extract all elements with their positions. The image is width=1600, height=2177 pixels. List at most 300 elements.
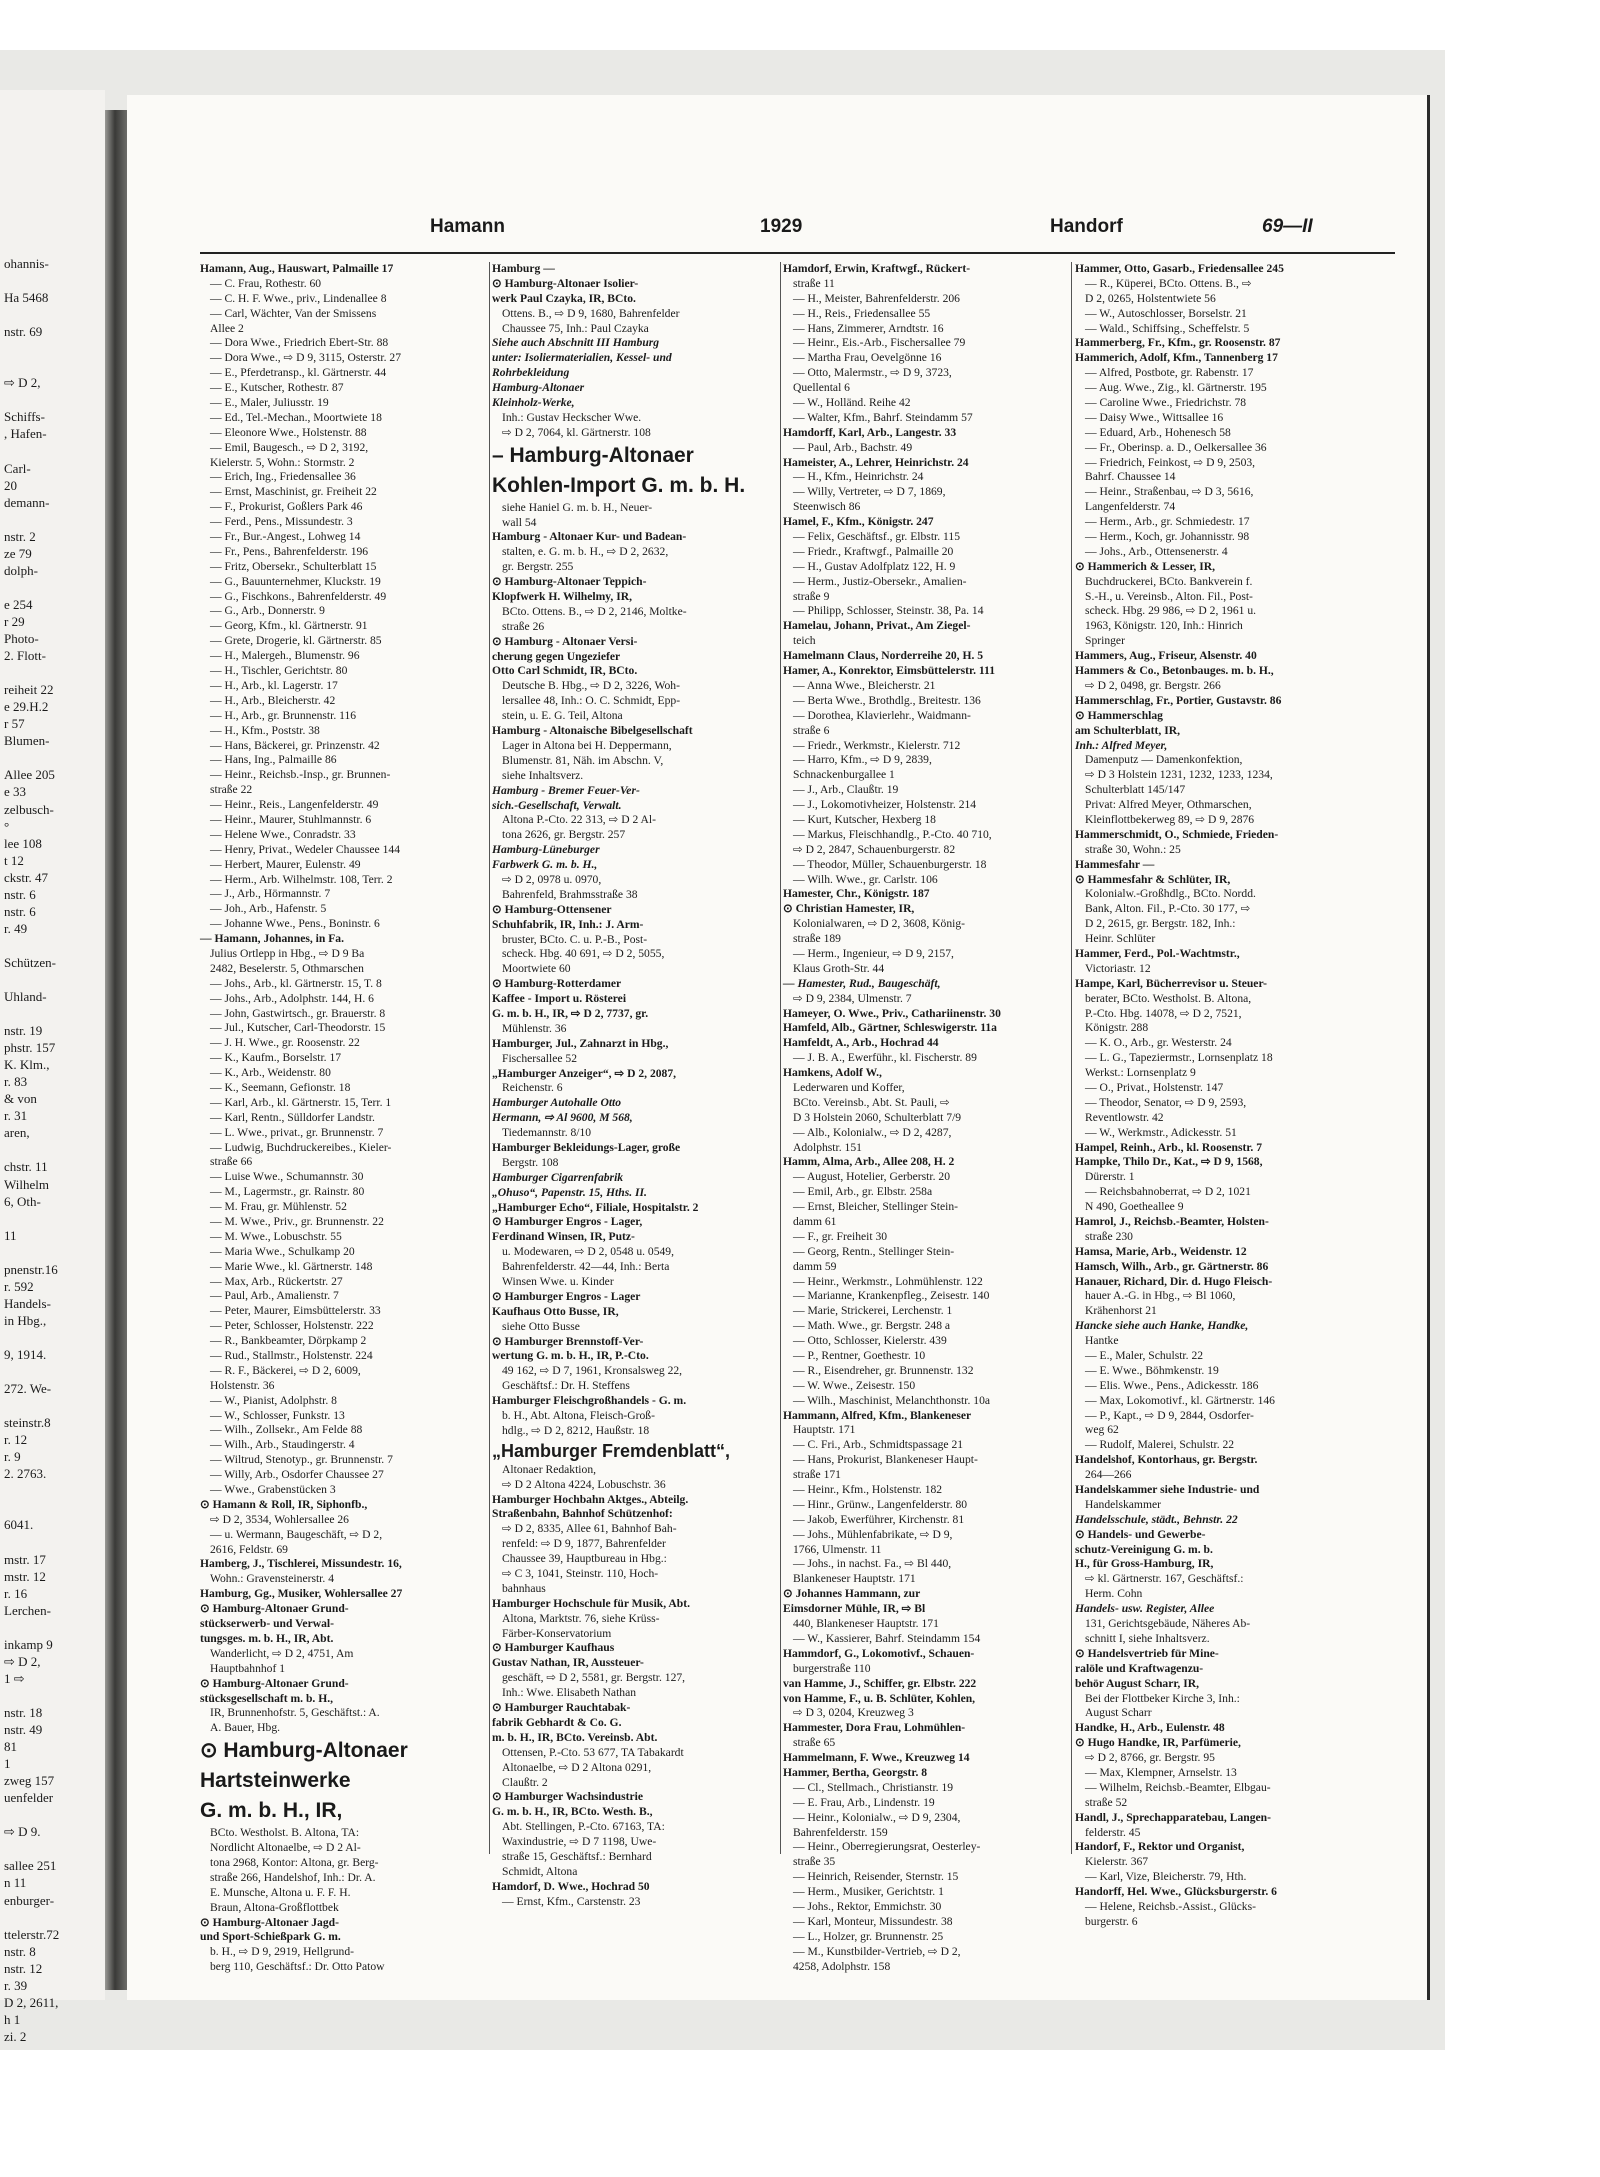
directory-entry-line: — Georg, Kfm., kl. Gärtnerstr. 91 xyxy=(210,619,368,633)
directory-entry-line: — R., Eisendreher, gr. Brunnenstr. 132 xyxy=(793,1363,974,1377)
directory-entry-line: van Hamme, J., Schiffer, gr. Elbstr. 222 xyxy=(783,1676,977,1690)
directory-entry-line: — E. Wwe., Böhmkenstr. 19 xyxy=(1085,1363,1219,1377)
fragment-line xyxy=(4,1840,104,1857)
directory-entry-line: ⇨ D 2, 7064, kl. Gärtnerstr. 108 xyxy=(502,425,651,439)
directory-entry-line: — G., Bauunternehmer, Kluckstr. 19 xyxy=(210,574,381,588)
directory-entry-line: — M. Wwe., Lobuschstr. 55 xyxy=(210,1229,342,1243)
directory-entry-line: — G., Fischkons., Bahrenfelderstr. 49 xyxy=(210,589,387,603)
directory-entry-line: cherung gegen Ungeziefer xyxy=(492,649,621,663)
directory-entry-line: Buchdruckerei, BCto. Bankverein f. xyxy=(1085,574,1253,588)
directory-entry-line: — Ernst, Maschinist, gr. Freiheit 22 xyxy=(210,485,377,499)
fragment-line: nstr. 19 xyxy=(4,1023,43,1039)
directory-entry-line: Klaus Groth-Str. 44 xyxy=(793,961,885,975)
fragment-line: Allee 205 xyxy=(4,767,55,783)
directory-entry-line: — Hinr., Grünw., Langenfelderstr. 80 xyxy=(793,1497,968,1511)
directory-entry-line: Hammelmann, F. Wwe., Kreuzweg 14 xyxy=(783,1751,970,1765)
directory-entry-line: Hancke siehe auch Hanke, Handke, xyxy=(1075,1319,1249,1333)
directory-entry-line: von Hamme, F., u. B. Schlüter, Kohlen, xyxy=(783,1691,976,1705)
directory-entry-line: felderstr. 45 xyxy=(1085,1825,1141,1839)
directory-entry-line: — Heinr., Kolonialw., ⇨ D 9, 2304, xyxy=(793,1810,961,1824)
directory-entry-line: — John, Gastwirtsch., gr. Brauerstr. 8 xyxy=(210,1006,386,1020)
directory-entry-line: — Hans, Ing., Palmaille 86 xyxy=(210,753,337,767)
directory-entry-line: — Fr., Pens., Bahrenfelderstr. 196 xyxy=(210,544,369,558)
directory-entry-line: Herm. Cohn xyxy=(1085,1587,1143,1601)
fragment-line: pnenstr.16 xyxy=(4,1261,58,1277)
directory-entry-line: E. Munsche, Altona u. F. F. H. xyxy=(210,1885,351,1899)
directory-entry-line: — Friedr., Kraftwgf., Palmaille 20 xyxy=(793,544,954,558)
directory-entry-line: — H., Arb., Bleicherstr. 42 xyxy=(210,693,336,707)
fragment-line xyxy=(4,1141,104,1158)
directory-entry-line: Kleinflottbekerweg 89, ⇨ D 9, 2876 xyxy=(1085,812,1255,826)
directory-entry-line: „Ohuso“, Papenstr. 15, Hths. II. xyxy=(492,1185,647,1199)
directory-entry-line: — Harro, Kfm., ⇨ D 9, 2839, xyxy=(793,753,932,767)
header-year: 1929 xyxy=(760,216,803,237)
directory-entry-line: b. H., ⇨ D 9, 2919, Hellgrund- xyxy=(210,1945,354,1959)
fragment-line: nstr. 49 xyxy=(4,1722,43,1738)
directory-entry-line: Hampe, Karl, Bücherrevisor u. Steuer- xyxy=(1075,976,1268,990)
directory-entry-line: Handelsschule, städt., Behnstr. 22 xyxy=(1075,1512,1238,1526)
directory-entry-line: ⊙ Hammerschlag xyxy=(1075,708,1163,722)
directory-entry-line: ⊙ Hammerich & Lesser, IR, xyxy=(1075,559,1216,573)
directory-entry-line: — Theodor, Senator, ⇨ D 9, 2593, xyxy=(1085,1095,1247,1109)
directory-entry-line: straße 65 xyxy=(793,1736,836,1750)
directory-entry-line: — J., Arb., Claußtr. 19 xyxy=(793,783,899,797)
directory-entry-line: Handl, J., Sprechapparatebau, Langen- xyxy=(1075,1810,1271,1824)
directory-entry-line: 2616, Feldstr. 69 xyxy=(210,1542,288,1556)
directory-entry-line: G. m. b. H., IR, xyxy=(200,1799,343,1823)
directory-entry-line: — Peter, Maurer, Eimsbüttelerstr. 33 xyxy=(210,1304,381,1318)
fragment-line: r. 12 xyxy=(4,1432,28,1448)
directory-entry-line: — Emil, Arb., gr. Elbstr. 258a xyxy=(793,1185,933,1199)
directory-entry-line: Hammer, Otto, Gasarb., Friedensallee 245 xyxy=(1075,262,1284,275)
fragment-line: phstr. 157 xyxy=(4,1040,56,1056)
directory-entry-line: — Anna Wwe., Bleicherstr. 21 xyxy=(793,678,936,692)
directory-entry-line: Handelshof, Kontorhaus, gr. Bergstr. xyxy=(1075,1453,1258,1467)
directory-entry-line: ⊙ Hamburg - Altonaer Versi- xyxy=(492,634,638,648)
directory-entry-line: — Caroline Wwe., Friedrichstr. 78 xyxy=(1085,396,1247,410)
directory-entry-line: — Wiltrud, Stenotyp., gr. Brunnenstr. 7 xyxy=(210,1453,393,1467)
directory-entry-line: Bahrenfelderstr. 42—44, Inh.: Berta xyxy=(502,1260,670,1274)
directory-entry-line: — Herm., Koch, gr. Johannisstr. 98 xyxy=(1085,530,1250,544)
directory-entry-line: Dürerstr. 1 xyxy=(1085,1170,1135,1184)
directory-entry-line: Altonaelbe, ⇨ D 2 Altona 0291, xyxy=(502,1760,652,1774)
fragment-line: Lerchen- xyxy=(4,1602,51,1618)
directory-entry-line: — Rud., Stallmstr., Holstenstr. 224 xyxy=(210,1349,373,1363)
fragment-line xyxy=(4,1909,104,1926)
directory-entry-line: Handelskammer xyxy=(1085,1497,1161,1511)
fragment-line xyxy=(4,749,104,766)
directory-entry-line: 1766, Ulmenstr. 11 xyxy=(793,1542,882,1556)
directory-entry-line: Hammester, Dora Frau, Lohmühlen- xyxy=(783,1721,966,1735)
fragment-line: r 57 xyxy=(4,716,25,732)
directory-entry-line: Altonaer Redaktion, xyxy=(502,1462,597,1476)
directory-entry-line: Kaufhaus Otto Busse, IR, xyxy=(492,1304,619,1318)
directory-entry-line: G. m. b. H., IR, ⇨ D 2, 7737, gr. xyxy=(492,1006,649,1020)
directory-entry-line: Hermann, ⇨ Al 9600, M 568, xyxy=(492,1111,633,1125)
directory-entry-line: — Hamester, Rud., Baugeschäft, xyxy=(783,976,941,990)
fragment-line: chstr. 11 xyxy=(4,1159,48,1175)
directory-entry-line: ⇨ C 3, 1041, Steinstr. 110, Hoch- xyxy=(502,1567,659,1581)
directory-entry-line: ⇨ D 2, 2847, Schauenburgerstr. 82 xyxy=(793,842,956,856)
fragment-line: nstr. 69 xyxy=(4,324,43,340)
directory-entry-line: Kaffee - Import u. Rösterei xyxy=(492,992,627,1006)
directory-entry-line: Hammer, Ferd., Pol.-Wachtmstr., xyxy=(1075,946,1240,960)
directory-entry-line: burgerstr. 6 xyxy=(1085,1914,1138,1928)
directory-entry-line: — Wilh. Wwe., gr. Carlstr. 106 xyxy=(793,872,938,886)
directory-entry-line: ⊙ Hamburger Kaufhaus xyxy=(492,1641,615,1655)
directory-entry-line: Hartsteinwerke xyxy=(200,1769,351,1793)
fragment-line: nstr. 2 xyxy=(4,528,36,544)
fragment-line: h 1 xyxy=(4,2011,21,2027)
directory-entry-line: S.-H., u. Vereinsb., Alton. Fil., Post- xyxy=(1085,589,1253,603)
directory-entry-line: ⊙ Johannes Hammann, zur xyxy=(783,1587,921,1601)
directory-entry-line: Kielerstr. 5, Wohn.: Stormstr. 2 xyxy=(210,455,355,469)
fragment-line: Photo- xyxy=(4,631,39,647)
directory-entry-line: — Dorothea, Klavierlehr., Waidmann- xyxy=(793,708,971,722)
directory-entry-line: Hantke xyxy=(1085,1334,1119,1348)
directory-entry-line: stalten, e. G. m. b. H., ⇨ D 2, 2632, xyxy=(502,545,669,559)
fragment-line: Carl- xyxy=(4,460,31,476)
directory-entry-line: D 3 Holstein 2060, Schulterblatt 7/9 xyxy=(793,1110,962,1124)
directory-entry-line: berg 110, Geschäftsf.: Dr. Otto Patow xyxy=(210,1960,385,1974)
directory-entry-line: hauer A.-G. in Hbg., ⇨ Bl 1060, xyxy=(1085,1289,1236,1303)
directory-entry-line: — Hans, Zimmerer, Arndtstr. 16 xyxy=(793,321,944,335)
directory-entry-line: Farbwerk G. m. b. H., xyxy=(492,858,598,872)
directory-entry-line: — W., Holländ. Reihe 42 xyxy=(793,396,911,410)
directory-entry-line: — Henry, Privat., Wedeler Chaussee 144 xyxy=(210,842,400,856)
directory-entry-line: — M. Wwe., Priv., gr. Brunnenstr. 22 xyxy=(210,1215,384,1228)
directory-entry-line: — Karl, Monteur, Missundestr. 38 xyxy=(793,1914,953,1928)
fragment-line: , Hafen- xyxy=(4,426,47,442)
directory-entry-line: — H., Gustav Adolfplatz 122, H. 9 xyxy=(793,559,956,573)
directory-entry-line: ⇨ D 3 Holstein 1231, 1232, 1233, 1234, xyxy=(1085,768,1273,782)
directory-entry-line: — Aug. Wwe., Zig., kl. Gärtnerstr. 195 xyxy=(1085,381,1267,395)
directory-entry-line: — Otto, Schlosser, Kielerstr. 439 xyxy=(793,1334,947,1348)
directory-entry-line: schutz-Vereinigung G. m. b. xyxy=(1075,1542,1213,1556)
directory-entry-line: — K. O., Arb., gr. Westerstr. 24 xyxy=(1085,1036,1232,1050)
directory-entry-line: Kohlen-Import G. m. b. H. xyxy=(492,473,746,497)
directory-entry-line: und Sport-Schießpark G. m. xyxy=(200,1930,341,1944)
directory-entry-line: — Herm., Justiz-Obersekr., Amalien- xyxy=(793,574,967,588)
fragment-line: steinstr.8 xyxy=(4,1415,51,1431)
directory-entry-line: — M. Frau, gr. Mühlenstr. 52 xyxy=(210,1200,347,1214)
directory-entry-line: — Johs., Arb., Ottensenerstr. 4 xyxy=(1085,544,1228,558)
directory-entry-line: — Peter, Schlosser, Holstenstr. 222 xyxy=(210,1319,374,1333)
directory-entry-line: Wohn.: Gravensteinerstr. 4 xyxy=(210,1572,334,1586)
directory-entry-line: Deutsche B. Hbg., ⇨ D 2, 3226, Woh- xyxy=(502,679,680,693)
directory-entry-line: ⊙ Handelsvertrieb für Mine- xyxy=(1075,1646,1219,1660)
fragment-line xyxy=(4,579,104,596)
directory-entry-line: Hanauer, Richard, Dir. d. Hugo Fleisch- xyxy=(1075,1274,1273,1288)
directory-entry-line: Hamelau, Johann, Privat., Am Ziegel- xyxy=(783,619,971,633)
directory-entry-line: — Alfred, Postbote, gr. Rabenstr. 17 xyxy=(1085,366,1254,380)
directory-entry-line: Hamdorf, Erwin, Kraftwgf., Rückert- xyxy=(783,262,971,275)
directory-entry-line: BCto. Ottens. B., ⇨ D 2, 2146, Moltke- xyxy=(502,604,687,618)
directory-entry-line: Kielerstr. 367 xyxy=(1085,1855,1149,1869)
directory-entry-line: — F., gr. Freiheit 30 xyxy=(793,1229,888,1243)
directory-entry-line: Hamburg - Altonaische Bibelgesellschaft xyxy=(492,724,693,738)
directory-entry-line: — Willy, Vertreter, ⇨ D 7, 1869, xyxy=(793,485,946,499)
directory-entry-line: A. Bauer, Hbg. xyxy=(210,1721,281,1735)
fragment-line: 6, Oth- xyxy=(4,1193,41,1209)
directory-entry-line: Kolonialw.-Großhdlg., BCto. Nordd. xyxy=(1085,887,1256,901)
directory-entry-line: ralöle und Kraftwagenzu- xyxy=(1075,1661,1204,1675)
fragment-line: Wilhelm xyxy=(4,1176,49,1192)
directory-entry-line: Hampke, Thilo Dr., Kat., ⇨ D 9, 1568, xyxy=(1075,1155,1263,1169)
directory-entry-line: Quellental 6 xyxy=(793,381,850,395)
directory-entry-line: Hamburger, Jul., Zahnarzt in Hbg., xyxy=(492,1036,669,1050)
directory-entry-line: Bahrf. Chaussee 14 xyxy=(1085,470,1176,484)
directory-entry-line: — E., Pferdetransp., kl. Gärtnerstr. 44 xyxy=(210,366,387,380)
directory-entry-line: — Markus, Fleischhandlg., P.-Cto. 40 710, xyxy=(793,827,992,841)
directory-entry-line: Hameyer, O. Wwe., Priv., Cathariinenstr. 30 xyxy=(783,1006,1001,1020)
directory-entry-line: straße 26 xyxy=(502,619,545,633)
directory-entry-line: Altona, Marktstr. 76, siehe Krüss- xyxy=(502,1611,660,1625)
fragment-line: r. 16 xyxy=(4,1585,28,1601)
directory-entry-line: wertung G. m. b. H., IR, P.-Cto. xyxy=(492,1349,649,1363)
header-rule xyxy=(200,252,1395,254)
fragment-line: r 29 xyxy=(4,613,25,629)
directory-entry-line: Klopfwerk H. Wilhelmy, IR, xyxy=(492,590,632,604)
directory-entry-line: straße 35 xyxy=(793,1855,836,1869)
fragment-line: nstr. 18 xyxy=(4,1704,43,1720)
directory-entry-line: Handorff, Hel. Wwe., Glücksburgerstr. 6 xyxy=(1075,1885,1277,1899)
fragment-line xyxy=(4,272,104,289)
directory-entry-line: lersallee 48, Inh.: O. C. Schmidt, Epp- xyxy=(502,694,681,708)
directory-entry-line: schnitt I, siehe Inhaltsverz. xyxy=(1085,1631,1210,1645)
directory-entry-line: ⊙ Hamburger Engros - Lager, xyxy=(492,1215,643,1229)
directory-entry-line: Hauptstr. 171 xyxy=(793,1423,856,1437)
directory-entry-line: 4258, Adolphstr. 158 xyxy=(793,1959,891,1973)
directory-entry-line: — O., Privat., Holstenstr. 147 xyxy=(1085,1080,1224,1094)
directory-entry-line: ⊙ Hamburg-Ottensener xyxy=(492,902,612,916)
directory-entry-line: Hamburger Cigarrenfabrik xyxy=(492,1170,624,1184)
directory-entry-line: Krähenhorst 21 xyxy=(1085,1304,1157,1318)
fragment-line xyxy=(4,511,104,528)
fragment-line: r. 49 xyxy=(4,920,28,936)
directory-entry-line: burgerstraße 110 xyxy=(793,1661,871,1675)
directory-entry-line: Hammers & Co., Betonbauges. m. b. H., xyxy=(1075,664,1274,678)
left-page-fragments xyxy=(4,255,104,2045)
directory-entry-line: D 2, 2615, gr. Bergstr. 182, Inh.: xyxy=(1085,917,1236,931)
directory-entry-line: bahnhaus xyxy=(502,1581,546,1595)
directory-entry-line: Schnackenburgallee 1 xyxy=(793,768,895,782)
directory-entry-line: — Felix, Geschäftsf., gr. Elbstr. 115 xyxy=(793,530,961,544)
directory-entry-line: Handels- usw. Register, Allee xyxy=(1075,1602,1215,1616)
directory-entry-line: — Heinr., Maurer, Stuhlmannstr. 6 xyxy=(210,812,372,826)
directory-entry-line: ⊙ Christian Hamester, IR, xyxy=(783,902,915,916)
directory-entry-line: — Jul., Kutscher, Carl-Theodorstr. 15 xyxy=(210,1021,386,1035)
directory-entry-line: Springer xyxy=(1085,634,1125,648)
directory-entry-line: — Reichsbahnoberrat, ⇨ D 2, 1021 xyxy=(1085,1185,1251,1199)
directory-entry-line: — Helene Wwe., Conradstr. 33 xyxy=(210,827,356,841)
directory-entry-line: — L., Holzer, gr. Brunnenstr. 25 xyxy=(793,1929,944,1943)
directory-entry-line: ⇨ kl. Gärtnerstr. 167, Geschäftsf.: xyxy=(1085,1572,1244,1586)
fragment-line: K. Klm., xyxy=(4,1057,50,1073)
directory-entry-line: Eimsdorner Mühle, IR, ⇨ Bl xyxy=(783,1602,926,1616)
directory-entry-line: — E., Kutscher, Rothestr. 87 xyxy=(210,381,344,395)
directory-entry-line: Steenwisch 86 xyxy=(793,500,861,514)
directory-entry-line: Schuhfabrik, IR, Inh.: J. Arm- xyxy=(492,917,644,931)
fragment-line: Ha 5468 xyxy=(4,290,49,306)
directory-entry-line: — Joh., Arb., Hafenstr. 5 xyxy=(210,902,327,916)
directory-entry-line: Schmidt, Altona xyxy=(502,1864,578,1878)
directory-entry-line: Hammann, Alfred, Kfm., Blankeneser xyxy=(783,1408,972,1422)
directory-entry-line: m. b. H., IR, BCto. Vereinsb. Abt. xyxy=(492,1730,658,1744)
column-divider xyxy=(489,262,490,1854)
directory-entry-line: — L. G., Tapeziermstr., Lornsenplatz 18 xyxy=(1085,1051,1273,1065)
directory-entry-line: — Johanne Wwe., Pens., Boninstr. 6 xyxy=(210,917,380,931)
directory-entry-line: Altona P.-Cto. 22 313, ⇨ D 2 Al- xyxy=(502,813,656,827)
fragment-line: n 11 xyxy=(4,1875,27,1891)
directory-entry-line: Ferdinand Winsen, IR, Putz- xyxy=(492,1230,635,1244)
directory-entry-line: Ottensen, P.-Cto. 53 677, TA Tabakardt xyxy=(502,1745,684,1759)
directory-entry-line: ⊙ Hamann & Roll, IR, Siphonfb., xyxy=(200,1497,368,1511)
directory-entry-line: Hamrol, J., Reichsb.-Beamter, Holsten- xyxy=(1075,1215,1269,1228)
directory-entry-line: Langenfelderstr. 74 xyxy=(1085,500,1176,514)
fragment-line: uenfelder xyxy=(4,1790,54,1806)
fragment-line: t 12 xyxy=(4,852,24,868)
directory-entry-line: Werkst.: Lornsenplatz 9 xyxy=(1085,1066,1196,1080)
directory-entry-line: — Ernst, Kfm., Carstenstr. 23 xyxy=(502,1894,641,1908)
directory-entry-line: Siehe auch Abschnitt III Hamburg xyxy=(492,336,660,350)
directory-entry-line: ⊙ Handels- und Gewerbe- xyxy=(1075,1527,1206,1541)
directory-entry-line: — W., Werkmstr., Adickesstr. 51 xyxy=(1085,1125,1237,1139)
directory-entry-line: siehe Otto Busse xyxy=(502,1319,580,1333)
directory-entry-line: ⇨ D 2 Altona 4224, Lobuschstr. 36 xyxy=(502,1477,666,1491)
directory-entry-line: Hamburg, Gg., Musiker, Wohlersallee 27 xyxy=(200,1587,403,1601)
directory-entry-line: — G., Arb., Donnerstr. 9 xyxy=(210,604,325,618)
directory-entry-line: August Scharr xyxy=(1085,1706,1152,1720)
directory-entry-line: — E., Maler, Juliusstr. 19 xyxy=(210,396,329,410)
directory-entry-line: Hauptbahnhof 1 xyxy=(210,1661,286,1675)
fragment-line: e 29.H.2 xyxy=(4,699,49,715)
directory-entry-line: Hamann, Aug., Hauswart, Palmaille 17 xyxy=(200,262,394,275)
directory-entry-line: 2482, Beselerstr. 5, Othmarschen xyxy=(210,961,364,975)
fragment-line: lee 108 xyxy=(4,835,42,851)
directory-entry-line: ⇨ D 3, 0204, Kreuzweg 3 xyxy=(793,1706,914,1720)
directory-entry-line: — Heinr., Reis., Langenfelderstr. 49 xyxy=(210,798,379,812)
directory-entry-line: — Friedr., Werkmstr., Kielerstr. 712 xyxy=(793,738,961,752)
directory-entry-line: Hamsch, Wilh., Arb., gr. Gärtnerstr. 86 xyxy=(1075,1259,1269,1273)
directory-entry-line: — J. B. A., Ewerführ., kl. Fischerstr. 89 xyxy=(793,1051,977,1065)
directory-entry-line: — M., Lagermstr., gr. Rainstr. 80 xyxy=(210,1185,365,1199)
fragment-line: ⇨ D 2, xyxy=(4,375,41,391)
directory-entry-line: Reventlowstr. 42 xyxy=(1085,1110,1164,1124)
directory-entry-line: 440, Blankeneser Hauptstr. 171 xyxy=(793,1617,939,1631)
directory-entry-line: ⊙ Hamburger Brennstoff-Ver- xyxy=(492,1334,644,1348)
directory-entry-line: hdlg., ⇨ D 2, 8212, Haußstr. 18 xyxy=(502,1423,650,1437)
directory-entry-line: — Eduard, Arb., Hohenesch 58 xyxy=(1085,425,1231,439)
directory-entry-line: H., für Gross-Hamburg, IR, xyxy=(1075,1557,1214,1571)
directory-entry-line: Lederwaren und Koffer, xyxy=(793,1080,905,1094)
fragment-line xyxy=(4,1397,104,1414)
directory-entry-line: — P., Rentner, Goethestr. 10 xyxy=(793,1349,926,1363)
directory-entry-line: straße 189 xyxy=(793,932,841,946)
directory-entry-line: Straßenbahn, Bahnhof Schützenhof: xyxy=(492,1507,673,1521)
directory-entry-line: — H., Arb., kl. Lagerstr. 17 xyxy=(210,678,338,692)
directory-entry-line: — H., Kfm., Heinrichstr. 24 xyxy=(793,470,924,484)
directory-entry-line: N 490, Goetheallee 9 xyxy=(1085,1200,1184,1214)
directory-entry-line: Bahrenfeld, Brahmsstraße 38 xyxy=(502,887,638,901)
fragment-line: nstr. 12 xyxy=(4,1960,43,1976)
directory-entry-line: straße 171 xyxy=(793,1468,841,1482)
directory-entry-line: — Emil, Baugesch., ⇨ D 2, 3192, xyxy=(210,440,369,454)
directory-entry-line: — Herm., Ingenieur, ⇨ D 9, 2157, xyxy=(793,946,954,960)
directory-entry-line: — E., Maler, Schulstr. 22 xyxy=(1085,1349,1204,1363)
directory-entry-line: Allee 2 xyxy=(210,321,244,335)
directory-entry-line: — Carl, Wächter, Van der Smissens xyxy=(210,306,377,320)
fragment-line: r. 9 xyxy=(4,1449,21,1465)
directory-entry-line: Bergstr. 108 xyxy=(502,1155,559,1169)
fragment-line: r. 592 xyxy=(4,1278,34,1294)
directory-entry-line: ⊙ Hamburg-Altonaer Grund- xyxy=(200,1602,349,1616)
directory-entry-line: Hamburger Hochbahn Aktges., Abteilg. xyxy=(492,1492,689,1506)
directory-entry-line: — Heinr., Werkmstr., Lohmühlenstr. 122 xyxy=(793,1274,983,1288)
fragment-line: nstr. 8 xyxy=(4,1943,36,1959)
directory-entry-line: — H., Kfm., Poststr. 38 xyxy=(210,723,320,737)
directory-entry-line: — Wald., Schiffsing., Scheffelstr. 5 xyxy=(1085,321,1250,335)
directory-entry-line: — Herm., Musiker, Gerichtstr. 1 xyxy=(793,1885,944,1899)
directory-entry-line: — C. H. F. Wwe., priv., Lindenallee 8 xyxy=(210,291,387,305)
directory-entry-line: tungsges. m. b. H., IR, Abt. xyxy=(200,1631,334,1645)
directory-entry-line: — Daisy Wwe., Wittsallee 16 xyxy=(1085,410,1224,424)
directory-entry-line: straße 15, Geschäftsf.: Bernhard xyxy=(502,1849,652,1863)
directory-entry-line: — Ernst, Bleicher, Stellinger Stein- xyxy=(793,1200,959,1214)
directory-entry-line: Hamelmann Claus, Norderreihe 20, H. 5 xyxy=(783,649,984,663)
directory-entry-line: — Friedrich, Feinkost, ⇨ D 9, 2503, xyxy=(1085,455,1256,469)
directory-entry-line: ⇨ D 9, 2384, Ulmenstr. 7 xyxy=(793,991,912,1005)
directory-entry-line: — Kurt, Kutscher, Hexberg 18 xyxy=(793,812,936,826)
directory-entry-line: — R., Küperei, BCto. Ottens. B., ⇨ xyxy=(1085,276,1252,290)
fragment-line xyxy=(4,1806,104,1823)
directory-entry-line: — Wwe., Grabenstücken 3 xyxy=(210,1483,336,1497)
fragment-line xyxy=(4,357,104,374)
directory-entry-line: Lager in Altona bei H. Deppermann, xyxy=(502,738,672,752)
directory-entry-line: — Fr., Bur.-Angest., Lohweg 14 xyxy=(210,530,361,544)
directory-entry-line: ⇨ D 2, 3534, Wohlersallee 26 xyxy=(210,1512,349,1526)
directory-entry-line: — L. Wwe., privat., gr. Brunnenstr. 7 xyxy=(210,1125,384,1139)
directory-entry-line: — Martha Frau, Oevelgönne 16 xyxy=(793,351,942,365)
directory-entry-line: — Hans, Bäckerei, gr. Prinzenstr. 42 xyxy=(210,738,380,752)
fragment-line: enburger- xyxy=(4,1892,55,1908)
fragment-line: zelbusch- xyxy=(4,801,54,817)
directory-entry-line: — Heinr., Oberregierungsrat, Oesterley- xyxy=(793,1840,981,1854)
directory-entry-line: — W., Pianist, Adolphstr. 8 xyxy=(210,1393,337,1407)
fragment-line: demann- xyxy=(4,494,50,510)
directory-entry-line: — H., Meister, Bahrenfelderstr. 206 xyxy=(793,291,960,305)
column-divider xyxy=(780,262,781,1854)
directory-entry-line: — Wilhelm, Reichsb.-Beamter, Elbgau- xyxy=(1085,1780,1271,1794)
directory-entry-line: straße 230 xyxy=(1085,1229,1133,1243)
fragment-line: Blumen- xyxy=(4,733,50,749)
fragment-line: nstr. 6 xyxy=(4,903,36,919)
directory-entry-line: Hamel, F., Kfm., Königstr. 247 xyxy=(783,515,934,529)
directory-entry-line: Hamburger Bekleidungs-Lager, große xyxy=(492,1140,681,1154)
directory-entry-line: Handorf, F., Rektor und Organist, xyxy=(1075,1840,1245,1854)
directory-entry-line: Fischersallee 52 xyxy=(502,1051,578,1065)
directory-entry-line: — Marie Wwe., kl. Gärtnerstr. 148 xyxy=(210,1259,373,1273)
directory-entry-line: — Math. Wwe., gr. Bergstr. 248 a xyxy=(793,1319,951,1333)
directory-entry-line: ⊙ Hamburg-Altonaer Isolier- xyxy=(492,276,639,290)
directory-entry-line: Otto Carl Schmidt, IR, BCto. xyxy=(492,664,638,678)
directory-entry-line: unter: Isoliermaterialien, Kessel- und xyxy=(492,351,672,365)
directory-entry-line: — H., Tischler, Gerichtstr. 80 xyxy=(210,664,348,678)
directory-entry-line: — Heinr., Kfm., Holstenstr. 182 xyxy=(793,1483,943,1497)
directory-entry-line: Winsen Wwe. u. Kinder xyxy=(502,1275,614,1288)
directory-entry-line: — Hans, Prokurist, Blankeneser Haupt- xyxy=(793,1453,978,1467)
fragment-line xyxy=(4,1534,104,1551)
